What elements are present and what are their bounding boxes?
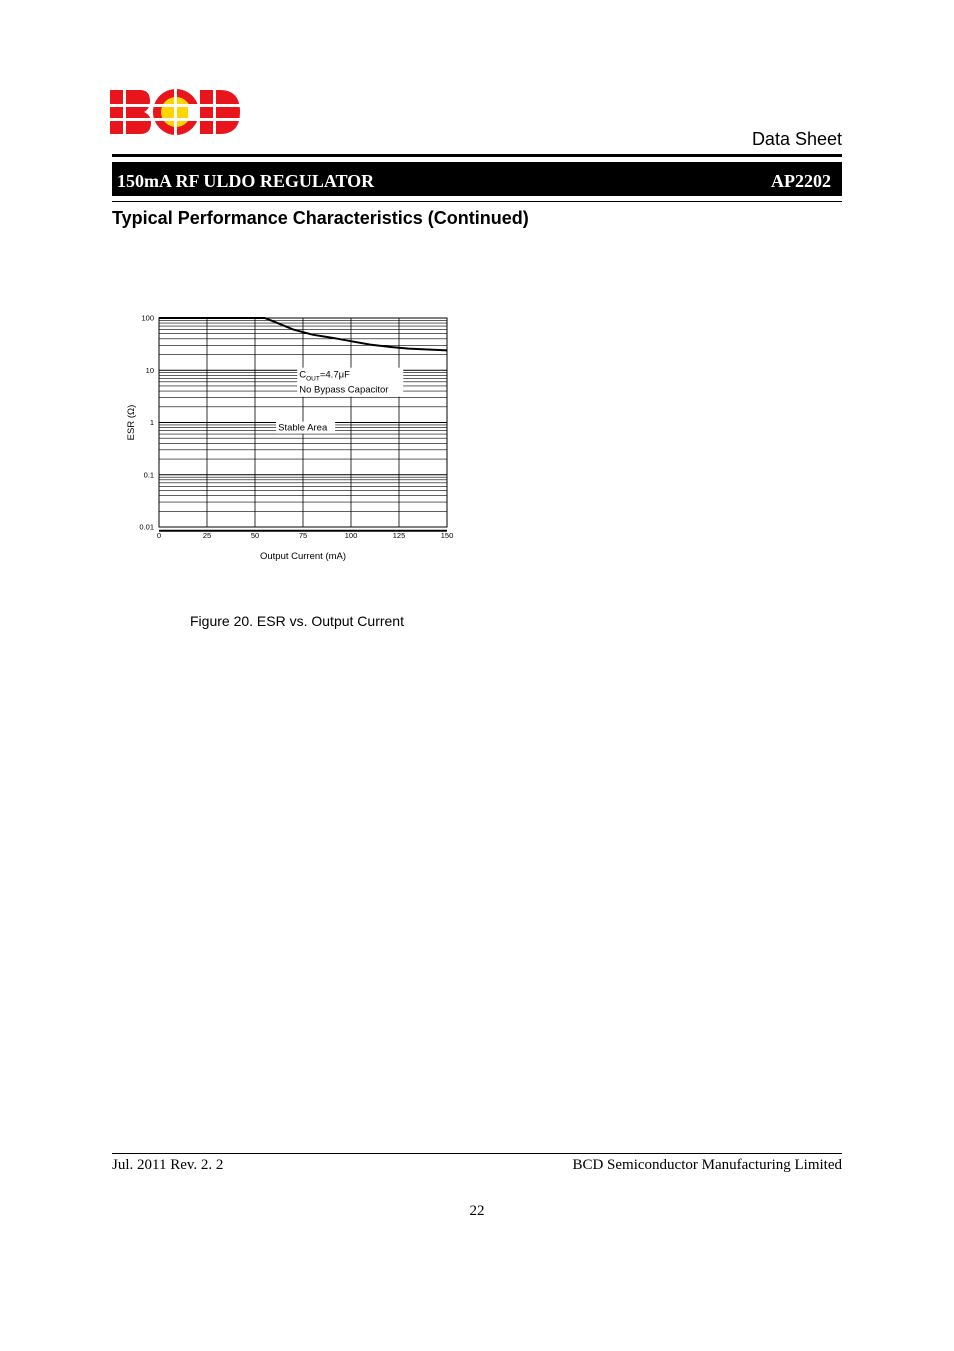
section-heading: Typical Performance Characteristics (Continued) — [112, 208, 529, 228]
x-tick-label: 100 — [344, 531, 358, 540]
y-tick-label: 10 — [145, 365, 154, 375]
bypass-annotation: No Bypass Capacitor — [299, 384, 389, 396]
title-bar — [112, 162, 842, 196]
cout-annotation-c: C — [299, 369, 307, 381]
chart-annotations — [276, 368, 403, 434]
x-axis-label: Output Current (mA) — [259, 551, 347, 562]
y-tick-label: 0.1 — [143, 470, 154, 480]
y-axis-label: ESR (Ω) — [126, 404, 137, 441]
x-tick-label: 75 — [298, 531, 308, 540]
esr-vs-output-current-chart — [110, 300, 470, 570]
footer-company: BCD Semiconductor Manufacturing Limited — [572, 1157, 842, 1173]
footer-date-revision: Jul. 2011 Rev. 2. 2 — [112, 1157, 224, 1173]
product-title: 150mA RF ULDO REGULATOR — [117, 171, 375, 191]
x-tick-label: 50 — [250, 531, 260, 540]
document-type-label: Data Sheet — [751, 129, 842, 149]
stable-area-label: Stable Area — [278, 422, 328, 434]
cout-annotation-value: =4.7μF — [319, 369, 350, 381]
y-tick-label: 100 — [141, 313, 154, 323]
cout-annotation-sub: OUT — [306, 375, 320, 383]
x-tick-label: 150 — [440, 531, 454, 540]
figure-caption: Figure 20. ESR vs. Output Current — [190, 613, 404, 629]
x-tick-label: 25 — [202, 531, 212, 540]
bcd-logo — [110, 88, 240, 136]
x-tick-label: 0 — [156, 531, 162, 540]
page-number: 22 — [469, 1203, 485, 1219]
header-rule — [112, 154, 842, 157]
footer-rule — [112, 1153, 842, 1154]
y-tick-label: 1 — [149, 418, 154, 427]
x-tick-label: 125 — [392, 531, 406, 540]
part-number: AP2202 — [771, 171, 831, 191]
y-tick-label: 0.01 — [139, 522, 154, 532]
title-underline — [112, 201, 842, 202]
